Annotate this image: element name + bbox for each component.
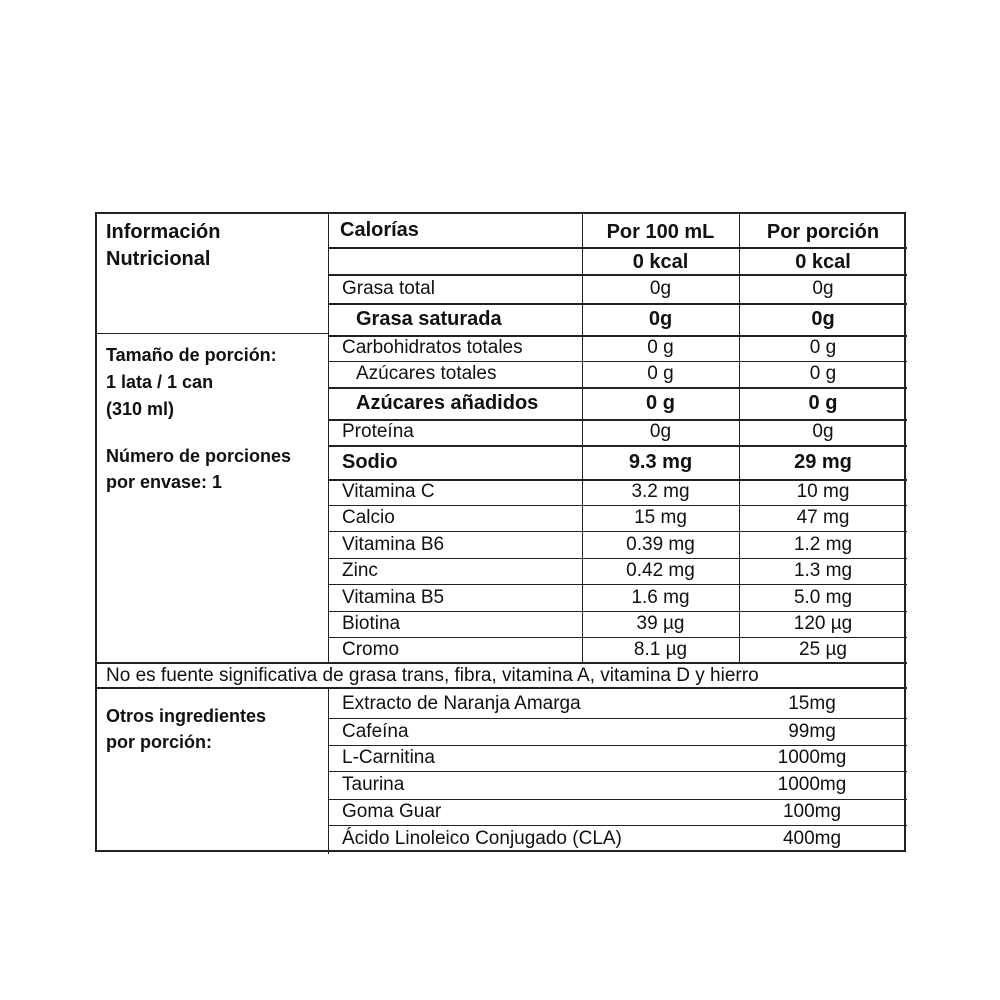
nutrient-per-100: 39 µg [636, 613, 685, 634]
nutrition-facts-table [95, 212, 906, 852]
ingredient-name: Cafeína [342, 721, 409, 742]
nutrient-per-serving: 0g [812, 278, 834, 299]
nutrient-name: Azúcares añadidos [356, 392, 539, 414]
other-ingredients-label-1: Otros ingredientes [106, 706, 267, 726]
table-rule [328, 247, 907, 249]
nutrient-per-serving: 25 µg [799, 639, 847, 660]
table-rule [328, 611, 907, 612]
col-per-serving: Por porción [766, 221, 880, 243]
kcal-per-serving: 0 kcal [795, 251, 851, 273]
nutrient-per-100: 15 mg [634, 507, 687, 528]
title-line-2: Nutricional [106, 248, 211, 270]
nutrient-per-100: 0 g [646, 392, 675, 414]
nutrient-name: Proteína [342, 421, 414, 442]
nutrient-per-serving: 47 mg [796, 507, 850, 528]
table-rule [328, 799, 907, 800]
table-rule [97, 333, 328, 334]
other-ingredients-label-2: por porción: [106, 732, 212, 752]
nutrient-per-serving: 1.3 mg [793, 560, 853, 581]
nutrient-per-100: 9.3 mg [628, 451, 693, 473]
ingredient-name: Taurina [342, 774, 405, 795]
nutrient-per-100: 0g [648, 308, 673, 330]
title-line-1: Información [106, 221, 221, 243]
table-rule [328, 718, 907, 719]
nutrient-name: Grasa saturada [356, 308, 502, 330]
nutrient-name: Grasa total [342, 278, 435, 299]
nutrient-name: Biotina [342, 613, 401, 634]
nutrient-name: Carbohidratos totales [342, 337, 523, 358]
table-rule [328, 303, 907, 305]
nutrient-per-serving: 0g [811, 308, 835, 330]
nutrient-name: Sodio [342, 451, 398, 473]
table-rule [328, 505, 907, 506]
ingredient-amount: 1000mg [777, 747, 847, 768]
nutrient-name: Zinc [342, 560, 378, 581]
table-rule [328, 637, 907, 638]
calorias-label: Calorías [340, 219, 419, 241]
footnote: No es fuente significativa de grasa trans, fibra, vitamina A, vitamina D y hierro [106, 665, 759, 686]
nutrient-per-100: 3.2 mg [631, 481, 690, 502]
serving-size-value-2: (310 ml) [106, 399, 175, 419]
table-rule [328, 531, 907, 532]
table-rule [328, 387, 907, 389]
ingredient-amount: 99mg [788, 721, 836, 742]
ingredient-amount: 15mg [788, 693, 836, 714]
nutrient-per-serving: 5.0 mg [793, 587, 853, 608]
serving-size-value-1: 1 lata / 1 can [106, 372, 214, 392]
table-rule [328, 361, 907, 362]
kcal-per-100: 0 kcal [632, 251, 689, 273]
ingredient-amount: 1000mg [777, 774, 847, 795]
table-rule [328, 445, 907, 447]
nutrient-per-100: 0g [649, 278, 672, 299]
ingredient-name: L-Carnitina [342, 747, 435, 768]
table-rule [328, 274, 907, 276]
col-per-100ml: Por 100 mL [606, 221, 715, 243]
table-rule [328, 745, 907, 746]
nutrient-per-100: 0.42 mg [626, 560, 695, 581]
nutrient-name: Cromo [342, 639, 400, 660]
table-rule [328, 771, 907, 772]
nutrient-per-100: 0g [649, 421, 672, 442]
table-rule [97, 662, 907, 664]
nutrient-per-100: 0.39 mg [626, 534, 695, 555]
nutrient-per-100: 8.1 µg [633, 639, 688, 660]
ingredient-name: Extracto de Naranja Amarga [342, 693, 581, 714]
nutrient-name: Calcio [342, 507, 395, 528]
nutrient-name: Vitamina C [342, 481, 435, 502]
table-rule [328, 825, 907, 826]
nutrient-name: Vitamina B6 [342, 534, 445, 555]
ingredient-amount: 400mg [782, 828, 842, 849]
nutrient-per-serving: 120 µg [793, 613, 853, 634]
serving-size-label: Tamaño de porción: [106, 345, 277, 365]
table-rule [328, 584, 907, 585]
nutrient-per-100: 0 g [647, 363, 674, 384]
table-rule [328, 558, 907, 559]
nutrient-per-serving: 29 mg [794, 451, 852, 473]
table-rule [97, 687, 907, 689]
ingredient-name: Ácido Linoleico Conjugado (CLA) [342, 828, 622, 849]
nutrient-per-serving: 0 g [808, 392, 838, 414]
servings-count-line-1: Número de porciones [106, 446, 292, 466]
nutrient-per-serving: 0 g [809, 337, 837, 358]
nutrient-name: Azúcares totales [356, 363, 497, 384]
nutrient-name: Vitamina B5 [342, 587, 445, 608]
table-rule [328, 214, 329, 663]
nutrient-per-serving: 0 g [809, 363, 837, 384]
servings-count-line-2: por envase: 1 [106, 472, 223, 492]
nutrient-per-100: 1.6 mg [631, 587, 690, 608]
ingredient-name: Goma Guar [342, 801, 442, 822]
nutrient-per-serving: 1.2 mg [793, 534, 853, 555]
ingredient-amount: 100mg [782, 801, 842, 822]
nutrient-per-serving: 0g [812, 421, 834, 442]
nutrient-per-100: 0 g [647, 337, 674, 358]
nutrient-per-serving: 10 mg [796, 481, 850, 502]
